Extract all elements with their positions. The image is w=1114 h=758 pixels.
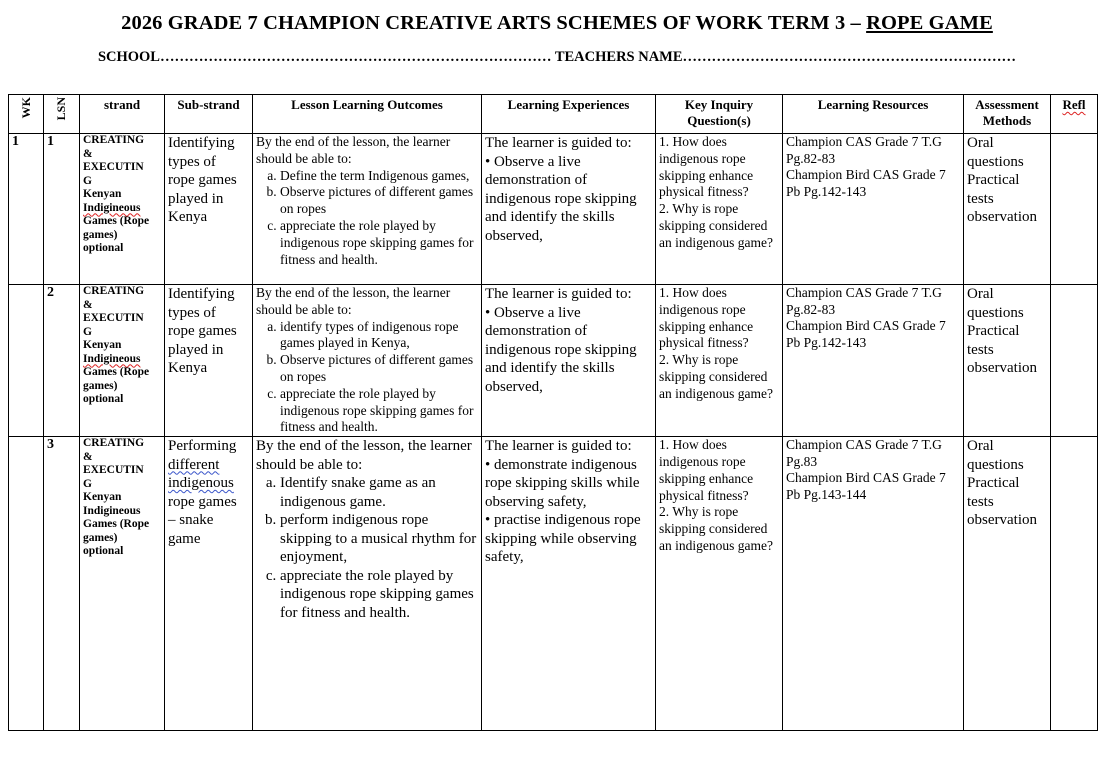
cell-line: rope games <box>168 493 237 510</box>
cell-line: 1. How does indigenous rope skipping enhance physical fitness? <box>659 285 754 351</box>
cell-line: & <box>83 298 93 311</box>
header-experiences: Learning Experiences <box>482 95 656 134</box>
header-row <box>9 95 1098 134</box>
cell-line: Champion Bird CAS Grade 7 Pb Pg.142-143 <box>786 318 946 350</box>
cell-line: Indigineous <box>83 352 141 365</box>
cell-line: optional <box>83 393 124 405</box>
cell-line: Champion CAS Grade 7 T.G Pg.83 <box>786 437 942 469</box>
cell-line: CREATING <box>83 437 145 450</box>
cell-line: CREATING <box>83 134 145 146</box>
cell-line: Oral questions <box>967 286 1024 321</box>
cell-line: different <box>168 456 220 473</box>
cell-line: • Observe a live demonstration of indigenous rope skipping and identify the skills observed, <box>485 153 637 244</box>
cell-line: Indigineous <box>83 201 141 214</box>
table-row <box>9 134 1098 285</box>
cell-line: By the end of the lesson, the learner should be able to: <box>256 134 451 166</box>
outcome-item: b. Observe pictures of different games on ropes <box>280 184 478 218</box>
substrand-cell <box>165 285 253 437</box>
header-resources: Learning Resources <box>783 95 964 134</box>
cell-line: Kenyan <box>83 188 122 200</box>
substrand-cell <box>165 437 253 731</box>
cell-line: games) <box>83 379 118 392</box>
cell-line: optional <box>83 242 124 254</box>
cell-line: The learner is guided to: <box>485 286 632 302</box>
cell-line: CREATING <box>83 285 145 297</box>
experiences-cell <box>482 437 656 731</box>
cell-line: Champion Bird CAS Grade 7 Pb Pg.143-144 <box>786 470 946 502</box>
cell-line: • practise indigenous rope skipping while observing safety, <box>485 512 641 566</box>
cell-line: Kenyan <box>83 491 122 504</box>
lesson-cell: 2 <box>44 285 80 437</box>
cell-line: Indigineous <box>83 504 141 517</box>
cell-line: Champion CAS Grade 7 T.G Pg.82-83 <box>786 134 942 166</box>
cell-line: game <box>168 530 201 547</box>
outcome-item: c. appreciate the role played by indigenous rope skipping games for fitness and health. <box>280 567 478 623</box>
cell-line: & <box>83 450 93 463</box>
experiences-cell <box>482 285 656 437</box>
header-strand: strand <box>80 95 165 134</box>
header-week: WK <box>9 95 44 134</box>
cell-line: Games (Rope <box>83 366 150 378</box>
experiences-cell <box>482 134 656 285</box>
header-outcomes: Lesson Learning Outcomes <box>253 95 482 134</box>
cell-line: 1. How does indigenous rope skipping enhance physical fitness? <box>659 134 754 200</box>
cell-line: games) <box>83 531 118 544</box>
cell-line: By the end of the lesson, the learner should be able to: <box>256 285 451 317</box>
cell-line: rope games <box>168 172 237 188</box>
header-reflection: Refl <box>1051 95 1098 134</box>
assessment-cell <box>964 285 1051 437</box>
strand-cell <box>80 285 165 437</box>
cell-line: The learner is guided to: <box>485 135 632 151</box>
outcomes-cell <box>253 437 482 731</box>
cell-line: G <box>83 477 92 490</box>
cell-line: observation <box>967 209 1037 225</box>
cell-line: 1. How does indigenous rope skipping enhance physical fitness? <box>659 437 754 503</box>
cell-line: Kenya <box>168 360 208 376</box>
cell-line: Champion CAS Grade 7 T.G Pg.82-83 <box>786 285 942 317</box>
cell-line: 2. Why is rope skipping considered an indigenous game? <box>659 504 773 553</box>
cell-line: observation <box>967 360 1037 376</box>
cell-line: 2. Why is rope skipping considered an indigenous game? <box>659 201 773 250</box>
kiq-cell <box>656 437 783 731</box>
cell-line: 2. Why is rope skipping considered an indigenous game? <box>659 352 773 401</box>
reflection-cell <box>1051 437 1098 731</box>
resources-cell <box>783 134 964 285</box>
document-title <box>0 12 1114 35</box>
week-cell <box>9 285 44 437</box>
cell-line: – snake <box>168 512 214 529</box>
outcome-item: a. Identify snake game as an indigenous game. <box>280 474 478 511</box>
cell-line: Identifying <box>168 286 235 302</box>
cell-line: Games (Rope <box>83 215 150 227</box>
cell-line: played in <box>168 341 224 358</box>
cell-line: Practical tests <box>967 172 1020 207</box>
title-suffix: ROPE GAME <box>866 12 993 34</box>
outcome-item: c. appreciate the role played by indigenous rope skipping games for fitness and health. <box>280 386 478 436</box>
cell-line: EXECUTIN <box>83 464 144 477</box>
cell-line: Identifying <box>168 135 235 151</box>
resources-cell <box>783 437 964 731</box>
strand-cell <box>80 134 165 285</box>
outcome-item: b. perform indigenous rope skipping to a musical rhythm for enjoyment, <box>280 511 478 567</box>
table-row <box>9 285 1098 437</box>
outcomes-list <box>256 319 478 437</box>
outcome-item: c. appreciate the role played by indigenous rope skipping games for fitness and health. <box>280 218 478 268</box>
week-cell: 1 <box>9 134 44 285</box>
cell-line: games) <box>83 228 118 241</box>
cell-line: G <box>83 174 92 187</box>
scheme-of-work-table <box>8 94 1098 731</box>
header-substrand: Sub-strand <box>165 95 253 134</box>
reflection-cell <box>1051 134 1098 285</box>
outcomes-list <box>256 168 478 269</box>
header-kiq: Key Inquiry Question(s) <box>656 95 783 134</box>
cell-line: Kenya <box>168 209 208 225</box>
resources-cell <box>783 285 964 437</box>
header-lesson: LSN <box>44 95 80 134</box>
cell-line: Games (Rope <box>83 518 150 531</box>
lesson-cell: 1 <box>44 134 80 285</box>
cell-line: Kenyan <box>83 339 122 351</box>
week-cell <box>9 437 44 731</box>
cell-line: played in <box>168 190 224 207</box>
table-row <box>9 437 1098 731</box>
cell-line: EXECUTIN <box>83 312 144 324</box>
kiq-cell <box>656 134 783 285</box>
header-assessment: Assessment Methods <box>964 95 1051 134</box>
outcomes-cell <box>253 134 482 285</box>
strand-cell <box>80 437 165 731</box>
assessment-cell <box>964 437 1051 731</box>
outcome-item: a. identify types of indigenous rope games played in Kenya, <box>280 319 478 353</box>
cell-line: types of <box>168 304 216 321</box>
lesson-cell: 3 <box>44 437 80 731</box>
cell-line: indigenous <box>168 475 234 492</box>
kiq-cell <box>656 285 783 437</box>
school-teacher-line: SCHOOL……………………………………………………………………… TEACHERS NAME…………………………………………………………… <box>97 49 1017 65</box>
cell-line: By the end of the lesson, the learner should be able to: <box>256 438 472 473</box>
cell-line: Practical tests <box>967 475 1020 510</box>
cell-line: rope games <box>168 323 237 339</box>
cell-line: G <box>83 325 92 338</box>
cell-line: Oral questions <box>967 438 1024 473</box>
outcome-item: b. Observe pictures of different games on ropes <box>280 352 478 386</box>
cell-line: • demonstrate indigenous rope skipping skills while observing safety, <box>485 456 640 510</box>
cell-line: • Observe a live demonstration of indigenous rope skipping and identify the skills observed, <box>485 304 637 395</box>
assessment-cell <box>964 134 1051 285</box>
cell-line: observation <box>967 512 1037 529</box>
reflection-cell <box>1051 285 1098 437</box>
cell-line: Champion Bird CAS Grade 7 Pb Pg.142-143 <box>786 167 946 199</box>
outcomes-cell <box>253 285 482 437</box>
cell-line: & <box>83 147 93 160</box>
cell-line: Practical tests <box>967 323 1020 358</box>
cell-line: The learner is guided to: <box>485 438 632 455</box>
outcomes-list <box>256 474 478 622</box>
cell-line: types of <box>168 153 216 170</box>
outcome-item: a. Define the term Indigenous games, <box>280 168 478 185</box>
cell-line: Oral questions <box>967 135 1024 170</box>
title-prefix: 2026 GRADE 7 CHAMPION CREATIVE ARTS SCHEMES OF WORK TERM 3 – <box>121 12 867 34</box>
cell-line: Performing <box>168 438 237 455</box>
cell-line: EXECUTIN <box>83 161 144 173</box>
cell-line: optional <box>83 545 124 558</box>
substrand-cell <box>165 134 253 285</box>
